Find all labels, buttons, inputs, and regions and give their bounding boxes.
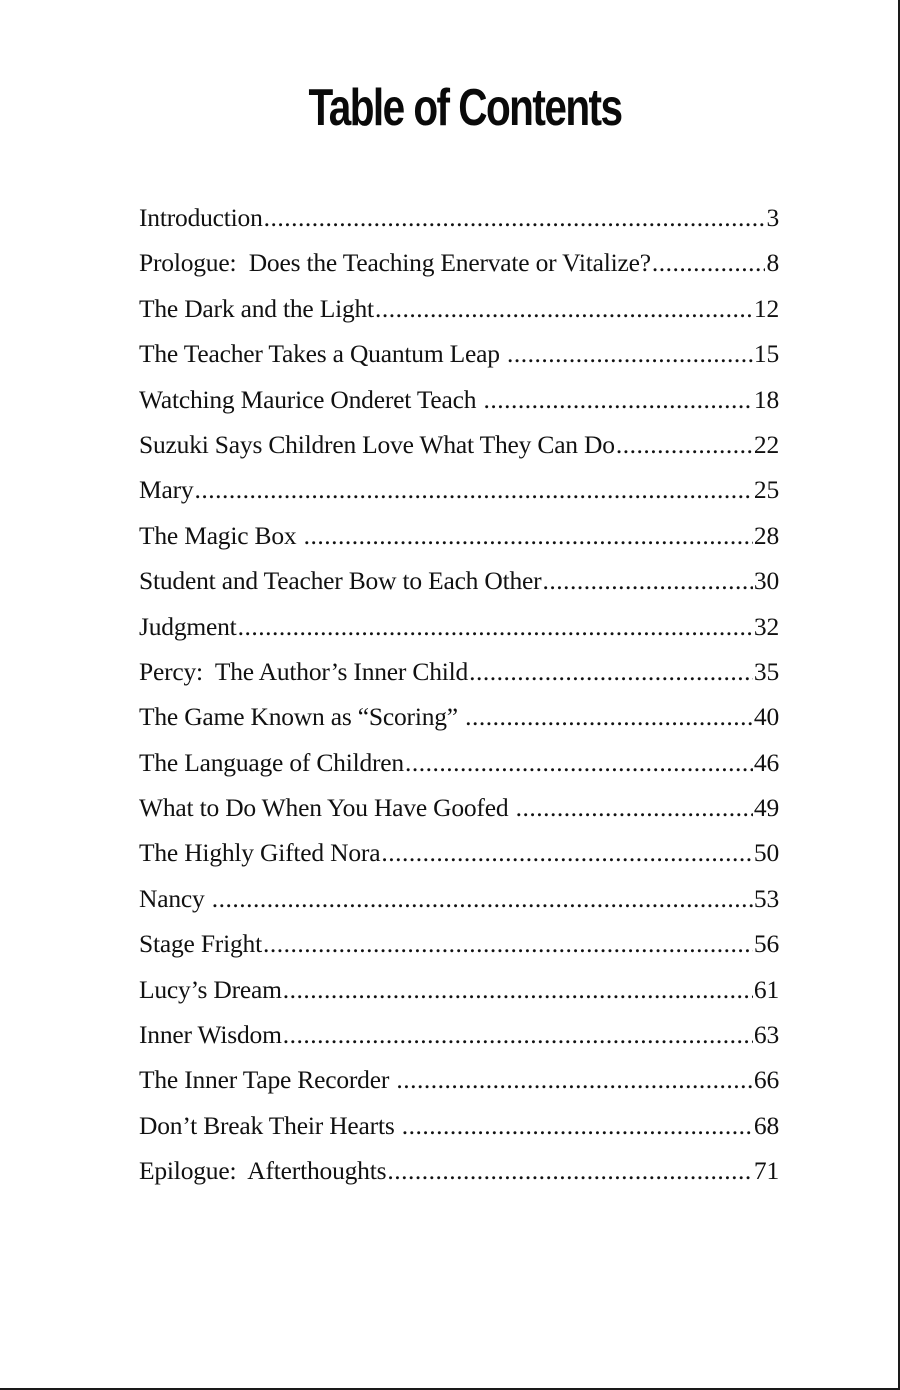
toc-entry bbox=[139, 604, 779, 649]
toc-entry-title: Mary bbox=[139, 475, 194, 505]
toc-entry-title: The Dark and the Light bbox=[139, 293, 374, 323]
toc-entry-page: 61 bbox=[753, 974, 779, 1004]
toc-entry bbox=[139, 785, 779, 830]
leader-dots bbox=[283, 967, 753, 1012]
toc-entry-page: 56 bbox=[753, 929, 779, 959]
leader-dots bbox=[264, 195, 766, 240]
leader-dots bbox=[238, 604, 753, 649]
toc-entry bbox=[139, 467, 779, 512]
toc-entry bbox=[139, 513, 779, 558]
leader-dots bbox=[402, 1103, 753, 1148]
toc-entry bbox=[139, 377, 779, 422]
toc-entry bbox=[139, 286, 779, 331]
toc-entry-title: Lucy’s Dream bbox=[139, 974, 282, 1004]
toc-entry-page: 15 bbox=[753, 339, 779, 369]
leader-dots bbox=[381, 830, 753, 875]
toc-entry bbox=[139, 649, 779, 694]
toc-entry bbox=[139, 740, 779, 785]
table-of-contents bbox=[139, 195, 779, 1194]
leader-dots bbox=[507, 331, 753, 376]
toc-entry-title: The Inner Tape Recorder bbox=[139, 1065, 396, 1095]
toc-entry-page: 49 bbox=[753, 793, 779, 823]
toc-entry-page: 32 bbox=[753, 611, 779, 641]
toc-entry bbox=[139, 694, 779, 739]
toc-entry-title: Watching Maurice Onderet Teach bbox=[139, 384, 483, 414]
toc-entry bbox=[139, 331, 779, 376]
toc-entry-title: Inner Wisdom bbox=[139, 1020, 282, 1050]
toc-entry bbox=[139, 1057, 779, 1102]
toc-entry-title: The Teacher Takes a Quantum Leap bbox=[139, 339, 506, 369]
leader-dots bbox=[516, 785, 753, 830]
toc-entry-title: Stage Fright bbox=[139, 929, 262, 959]
toc-entry bbox=[139, 967, 779, 1012]
toc-entry bbox=[139, 1012, 779, 1057]
toc-entry-title: The Highly Gifted Nora bbox=[139, 838, 381, 868]
leader-dots bbox=[263, 921, 753, 966]
leader-dots bbox=[212, 876, 753, 921]
toc-entry-page: 68 bbox=[753, 1110, 779, 1140]
toc-entry-page: 66 bbox=[753, 1065, 779, 1095]
leader-dots bbox=[375, 286, 753, 331]
toc-entry-title: Student and Teacher Bow to Each Other bbox=[139, 566, 542, 596]
toc-entry bbox=[139, 830, 779, 875]
toc-entry-page: 28 bbox=[753, 520, 779, 550]
leader-dots bbox=[304, 513, 753, 558]
leader-dots bbox=[283, 1012, 753, 1057]
toc-entry-page: 50 bbox=[753, 838, 779, 868]
toc-entry-page: 63 bbox=[753, 1020, 779, 1050]
toc-entry-page: 18 bbox=[753, 384, 779, 414]
toc-entry-title: The Game Known as “Scoring” bbox=[139, 702, 465, 732]
toc-entry bbox=[139, 558, 779, 603]
toc-entry-page: 30 bbox=[753, 566, 779, 596]
leader-dots bbox=[616, 422, 753, 467]
leader-dots bbox=[396, 1057, 753, 1102]
toc-entry-page: 8 bbox=[766, 248, 779, 278]
toc-entry-page: 46 bbox=[753, 747, 779, 777]
toc-entry-title: Nancy bbox=[139, 883, 211, 913]
toc-entry bbox=[139, 195, 779, 240]
toc-entry-title: Suzuki Says Children Love What They Can Do bbox=[139, 429, 615, 459]
toc-entry-title: The Language of Children bbox=[139, 747, 404, 777]
toc-entry bbox=[139, 1103, 779, 1148]
toc-entry bbox=[139, 921, 779, 966]
leader-dots bbox=[194, 467, 752, 512]
toc-entry-title: Percy: The Author’s Inner Child bbox=[139, 656, 469, 686]
toc-entry-page: 40 bbox=[753, 702, 779, 732]
toc-entry-page: 22 bbox=[753, 429, 779, 459]
leader-dots bbox=[469, 649, 753, 694]
toc-entry-page: 3 bbox=[766, 203, 779, 232]
toc-entry-title: What to Do When You Have Goofed bbox=[139, 793, 515, 823]
toc-entry-page: 71 bbox=[753, 1156, 779, 1186]
toc-entry-title: Don’t Break Their Hearts bbox=[139, 1110, 401, 1140]
leader-dots bbox=[484, 377, 753, 422]
leader-dots bbox=[542, 558, 752, 603]
leader-dots bbox=[465, 694, 753, 739]
toc-entry-page: 25 bbox=[753, 475, 779, 505]
toc-entry-title: Epilogue: Afterthoughts bbox=[139, 1156, 387, 1186]
toc-entry bbox=[139, 422, 779, 467]
page-title: Table of Contents bbox=[308, 79, 622, 137]
toc-entry bbox=[139, 240, 779, 285]
toc-entry bbox=[139, 1148, 779, 1193]
toc-entry-page: 12 bbox=[753, 293, 779, 323]
toc-entry-title: Prologue: Does the Teaching Enervate or Vitalize? bbox=[139, 248, 651, 278]
leader-dots bbox=[652, 240, 766, 285]
toc-entry-title: The Magic Box bbox=[139, 520, 303, 550]
toc-entry-page: 35 bbox=[753, 656, 779, 686]
toc-entry bbox=[139, 876, 779, 921]
toc-entry-title: Introduction bbox=[139, 203, 263, 232]
toc-entry-title: Judgment bbox=[139, 611, 237, 641]
leader-dots bbox=[405, 740, 753, 785]
leader-dots bbox=[387, 1148, 753, 1193]
toc-entry-page: 53 bbox=[753, 883, 779, 913]
